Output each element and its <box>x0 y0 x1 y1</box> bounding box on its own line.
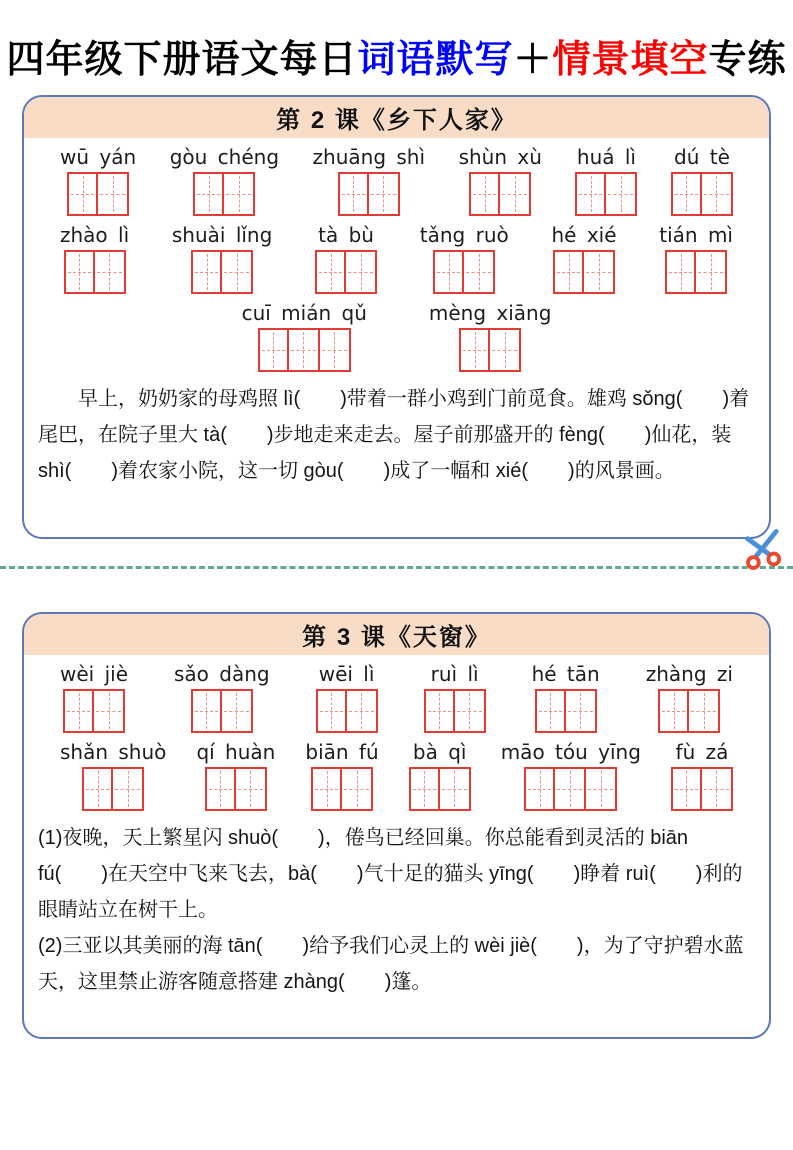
writing-cell <box>455 689 486 733</box>
pinyin-label: māo tóu yīng <box>500 740 641 764</box>
writing-cell <box>696 250 727 294</box>
writing-boxes <box>535 689 597 733</box>
title-segment: 词语默写 <box>357 39 514 81</box>
writing-cell <box>553 250 584 294</box>
writing-boxes <box>338 172 400 216</box>
writing-cell <box>224 172 255 216</box>
writing-cell <box>524 767 555 811</box>
word-group <box>170 145 279 216</box>
passage <box>24 372 769 489</box>
word-group <box>429 301 552 372</box>
word-group <box>532 662 600 733</box>
writing-cell <box>555 767 586 811</box>
writing-boxes <box>665 250 727 294</box>
pinyin-label: tián mì <box>659 223 733 247</box>
word-row <box>24 301 769 372</box>
writing-cell <box>342 767 373 811</box>
writing-cell <box>671 767 702 811</box>
writing-cell <box>689 689 720 733</box>
pinyin-label: shǎn shuò <box>60 740 167 764</box>
writing-boxes <box>575 172 637 216</box>
pinyin-label: huá lì <box>576 145 636 169</box>
word-row <box>24 223 769 294</box>
writing-cell <box>409 767 440 811</box>
passage-paragraph: (1)夜晚，天上繁星闪 shuò( )，倦鸟已经回巢。你总能看到灵活的 biān fú( )在天空中飞来飞去，bà( )气十足的猫头 yīng( )睁着 ruì( )利的眼睛站立在树干上。 <box>38 827 743 921</box>
word-group <box>501 740 641 811</box>
word-group <box>671 145 733 216</box>
writing-boxes <box>424 689 486 733</box>
pinyin-label: ruì lì <box>430 662 479 686</box>
word-group <box>459 145 542 216</box>
writing-cell <box>222 250 253 294</box>
word-group <box>315 223 377 294</box>
writing-boxes <box>459 328 521 372</box>
word-group <box>551 223 616 294</box>
writing-boxes <box>316 689 378 733</box>
pinyin-label: gòu chéng <box>169 145 280 169</box>
writing-cell <box>440 767 471 811</box>
writing-cell <box>315 250 346 294</box>
writing-boxes <box>433 250 495 294</box>
cut-divider <box>0 539 793 612</box>
word-group <box>174 662 270 733</box>
writing-cell <box>236 767 267 811</box>
writing-cell <box>94 689 125 733</box>
word-group <box>671 740 733 811</box>
writing-boxes <box>671 767 733 811</box>
writing-boxes <box>311 767 373 811</box>
writing-cell <box>222 689 253 733</box>
writing-cell <box>95 250 126 294</box>
word-group <box>316 662 378 733</box>
writing-boxes <box>315 250 377 294</box>
writing-boxes <box>193 172 255 216</box>
writing-cell <box>606 172 637 216</box>
pinyin-label: wèi jiè <box>60 662 128 686</box>
pinyin-label: mèng xiāng <box>428 301 552 325</box>
writing-cell <box>82 767 113 811</box>
pinyin-label: tà bù <box>318 223 374 247</box>
pinyin-label: dú tè <box>674 145 730 169</box>
word-group <box>646 662 733 733</box>
title-segment: 四年级下册语文每日 <box>6 39 358 81</box>
word-group <box>60 662 128 733</box>
lesson-header: 第 2 课《乡下人家》 <box>24 97 769 138</box>
writing-boxes <box>64 250 126 294</box>
writing-cell <box>469 172 500 216</box>
writing-boxes <box>205 767 267 811</box>
pinyin-label: bà qì <box>412 740 467 764</box>
pinyin-label: fù zá <box>675 740 729 764</box>
writing-cell <box>191 250 222 294</box>
scissors-icon <box>739 523 787 571</box>
writing-cell <box>433 250 464 294</box>
pinyin-label: cuī mián qǔ <box>241 301 367 325</box>
passage <box>24 811 769 1000</box>
pinyin-label: tǎng ruò <box>419 223 509 247</box>
word-group <box>420 223 509 294</box>
dashed-cut-line <box>0 566 793 569</box>
writing-cell <box>500 172 531 216</box>
writing-cell <box>64 250 95 294</box>
writing-cell <box>658 689 689 733</box>
writing-boxes <box>658 689 720 733</box>
pinyin-label: biān fú <box>305 740 379 764</box>
writing-cell <box>338 172 369 216</box>
word-group <box>409 740 471 811</box>
writing-boxes <box>63 689 125 733</box>
word-grid-rows <box>24 145 769 372</box>
word-group <box>305 740 378 811</box>
pinyin-label: shuài lǐng <box>171 223 273 247</box>
writing-boxes <box>524 767 617 811</box>
lesson-card-2 <box>22 95 771 539</box>
writing-cell <box>584 250 615 294</box>
writing-cell <box>665 250 696 294</box>
lesson-card-3 <box>22 612 771 1039</box>
writing-cell <box>191 689 222 733</box>
writing-cell <box>98 172 129 216</box>
passage-paragraph: 早上，奶奶家的母鸡照 lì( )带着一群小鸡到门前觅食。雄鸡 sǒng( )着尾巴，在院子里大 tà( )步地走来走去。屋子前那盛开的 fèng( )仙花，装 shì( )着农家小院，这一切 gòu( )成了一幅和 xié( )的风景画。 <box>38 388 750 482</box>
writing-cell <box>258 328 289 372</box>
writing-cell <box>113 767 144 811</box>
word-group <box>60 145 136 216</box>
writing-cell <box>346 250 377 294</box>
word-group <box>659 223 733 294</box>
lesson-header: 第 3 课《天窗》 <box>24 614 769 655</box>
writing-cell <box>424 689 455 733</box>
pinyin-label: zhào lì <box>60 223 130 247</box>
writing-boxes <box>409 767 471 811</box>
writing-cell <box>205 767 236 811</box>
writing-boxes <box>469 172 531 216</box>
writing-boxes <box>553 250 615 294</box>
writing-cell <box>566 689 597 733</box>
writing-boxes <box>67 172 129 216</box>
pinyin-label: qí huàn <box>196 740 276 764</box>
writing-cell <box>369 172 400 216</box>
word-row <box>24 145 769 216</box>
writing-boxes <box>82 767 144 811</box>
writing-cell <box>320 328 351 372</box>
word-row <box>24 740 769 811</box>
writing-cell <box>289 328 320 372</box>
pinyin-label: sǎo dàng <box>174 662 270 686</box>
writing-cell <box>535 689 566 733</box>
pinyin-label: zhuāng shì <box>312 145 426 169</box>
writing-cell <box>671 172 702 216</box>
pinyin-label: zhàng zi <box>645 662 733 686</box>
pinyin-label: hé tān <box>531 662 600 686</box>
title-segment: ＋ <box>513 39 553 81</box>
writing-cell <box>575 172 606 216</box>
word-group <box>313 145 426 216</box>
writing-boxes <box>191 689 253 733</box>
writing-cell <box>347 689 378 733</box>
writing-cell <box>193 172 224 216</box>
writing-boxes <box>191 250 253 294</box>
writing-cell <box>586 767 617 811</box>
writing-boxes <box>258 328 351 372</box>
passage-paragraph: (2)三亚以其美丽的海 tān( )给予我们心灵上的 wèi jiè( )，为了守护碧水蓝天，这里禁止游客随意搭建 zhàng( )篷。 <box>38 935 744 993</box>
writing-cell <box>67 172 98 216</box>
writing-cell <box>459 328 490 372</box>
writing-cell <box>702 172 733 216</box>
writing-cell <box>490 328 521 372</box>
writing-cell <box>464 250 495 294</box>
word-grid-rows <box>24 662 769 811</box>
pinyin-label: wēi lì <box>318 662 375 686</box>
pinyin-label: shùn xù <box>458 145 542 169</box>
word-group <box>172 223 272 294</box>
word-group <box>196 740 275 811</box>
pinyin-label: hé xié <box>551 223 617 247</box>
page-title <box>0 28 793 83</box>
word-group <box>575 145 637 216</box>
title-segment: 情景填空 <box>552 39 709 81</box>
title-segment: 专练 <box>708 39 787 81</box>
word-group <box>424 662 486 733</box>
word-group <box>60 223 129 294</box>
word-row <box>24 662 769 733</box>
writing-cell <box>63 689 94 733</box>
writing-cell <box>702 767 733 811</box>
writing-boxes <box>671 172 733 216</box>
writing-cell <box>316 689 347 733</box>
writing-cell <box>311 767 342 811</box>
word-group <box>60 740 166 811</box>
word-group <box>242 301 367 372</box>
pinyin-label: wū yán <box>60 145 137 169</box>
